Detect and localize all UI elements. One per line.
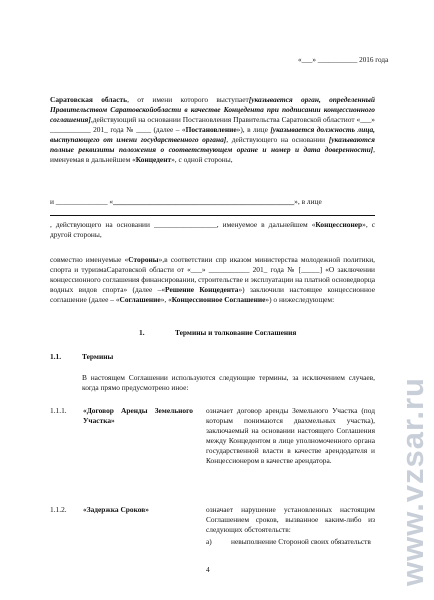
watermark (392, 96, 432, 586)
intro-text: , именуемая в дальнейшем « (50, 144, 375, 164)
term-soglashenie: Соглашение (119, 294, 161, 304)
intro-paragraph-1 (50, 95, 375, 165)
blank-line (50, 215, 375, 216)
intro-text: , действующего на основании (226, 134, 329, 144)
intro-paragraph-3 (50, 220, 375, 240)
intro-paragraph-4 (50, 255, 375, 305)
placeholder-credentials: [указываются полные реквизиты положения о соответствующем органе и номер и дата доверенности] (50, 134, 375, 154)
term-kontsessionnoe-soglashenie: Концессионное Соглашение (171, 294, 266, 304)
intro-text: совместно именуемые « (50, 255, 129, 264)
intro-text: , от имени которого выступает (127, 95, 249, 104)
term-storony: Стороны (128, 255, 159, 264)
list-item-text: невыполнение Стороной своих обязательств (231, 537, 371, 546)
region-name: Саратовская область (50, 95, 128, 104)
term-postanovlenie: Постановление (185, 124, 237, 134)
intro-text: ») о нижеследующем: (265, 294, 335, 304)
intro-text: и ______________ « (50, 197, 114, 206)
page-number: 4 (206, 565, 210, 574)
placeholder-grantor-body: [указывается орган, определенный Правительством Саратовскойобласти в качестве Концедента при подписании концессионного соглашения] (50, 95, 375, 124)
body-paragraph: В настоящем Соглашении используются следующие термины, за исключением случаев, когда прямо предусмотрено иное: (82, 373, 375, 392)
list-marker: a) (206, 537, 212, 546)
term-kontsedent: Концедент (135, 154, 172, 164)
intro-text: », с одной стороны, (171, 154, 233, 164)
definition-term: «Задержка Сроков» (83, 505, 149, 514)
term-reshenie-kontsedenta: Решение Концедента (165, 284, 239, 294)
intro-paragraph-2 (50, 197, 322, 207)
intro-text: », « (160, 294, 172, 304)
definition-text: означает договор аренды Земельного Участка (под которым понимаются двахмельных участка), заключаемый на основании настоящего Соглашения между Концедентом в лице уполномоченного органа государственной власти в качестве арендодателя и Концессионером в качестве арендатора. (206, 406, 375, 465)
section-number: 1. (139, 328, 145, 337)
intro-text: », в лице (294, 197, 322, 206)
subsection-number: 1.1. (50, 352, 62, 361)
definition-text: означает нарушение установленных настоящим Соглашением сроков, вызванное каким-либо из следующих обстоятельств: (206, 505, 375, 534)
intro-text: »,в соответствии спр иказом министерства молодежной политики, спорта и туризмаСаратовской области от «___» ___________ 201_ года № [_____] «О заключении концессионного соглашения финансировании, строительстве и эксплуатации на платной основедворца водных видов спорта» (далее –« (50, 255, 375, 294)
date-line: «___» ___________ 2016 года (298, 56, 389, 64)
intro-text: , действующего на основании _________________, именуемое в дальнейшем « (50, 220, 316, 229)
term-kontsessioner: Концессионер (315, 220, 363, 229)
watermark-text: www.vzsar.ru (395, 377, 430, 586)
definition-number: 1.1.2. (50, 505, 67, 514)
placeholder-official-position: [указывается должность лица, выступающего от имени государственного органа] (50, 124, 375, 144)
blank-company-name: _________________________________________________ (113, 197, 295, 206)
intro-text: ») заключили настоящее концессионное соглашение (далее – « (50, 284, 375, 304)
section-title: Термины и толкование Соглашения (175, 328, 297, 337)
definition-term: «Договор Аренды Земельного Участка» (83, 406, 193, 425)
intro-text: »), в лице (236, 124, 271, 134)
subsection-title: Термины (82, 352, 114, 361)
intro-text: ,действующий на основании Постановления Правительства Саратовской областиот «___» ___________ 201_ года № ____ (далее – « (50, 114, 375, 134)
definition-number: 1.1.1. (50, 406, 67, 415)
intro-text: », с другой стороны, (50, 220, 375, 239)
